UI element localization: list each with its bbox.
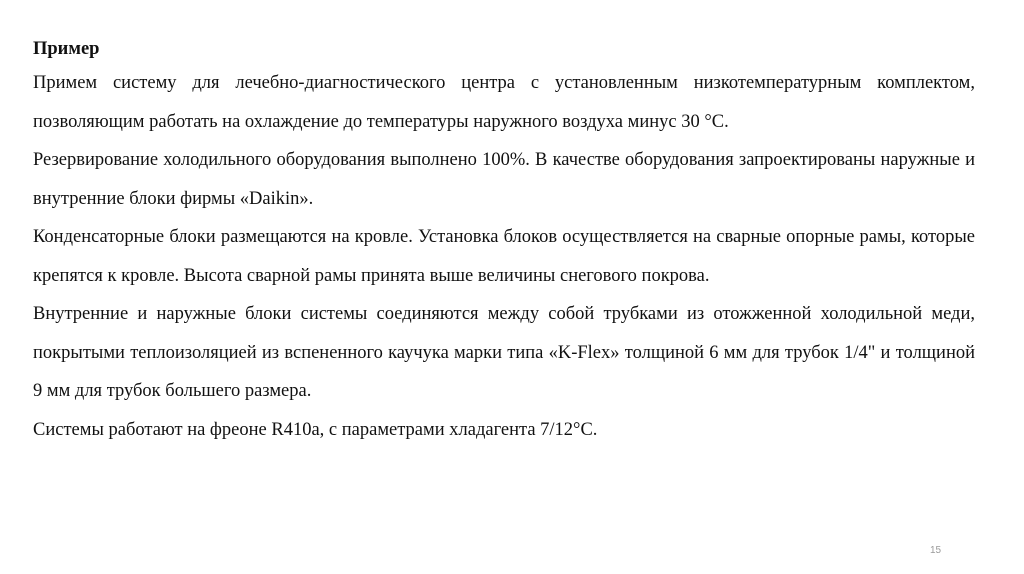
paragraph-3: Конденсаторные блоки размещаются на кровле. Установка блоков осуществляется на сварные опорные рамы, которые крепятся к кровле. Высота сварной рамы принята выше величины снегового покрова. xyxy=(33,227,975,286)
slide-heading: Пример xyxy=(33,39,100,59)
paragraph-4: Внутренние и наружные блоки системы соединяются между собой трубками из отожженной холодильной меди, покрытыми теплоизоляцией из вспененного каучука марки типа «K-Flex» толщиной 6 мм для трубок 1/4" и толщиной 9 мм для трубок большего размера. xyxy=(33,304,975,401)
paragraph-5: Системы работают на фреоне R410a, с параметрами хладагента 7/12°С. xyxy=(33,419,598,440)
paragraph-2: Резервирование холодильного оборудования выполнено 100%. В качестве оборудования запроектированы наружные и внутренние блоки фирмы «Daikin». xyxy=(33,150,975,209)
slide-content xyxy=(33,33,975,449)
paragraph-1: Примем систему для лечебно-диагностического центра с установленным низкотемпературным комплектом, позволяющим работать на охлаждение до температуры наружного воздуха минус 30 °С. xyxy=(33,73,975,132)
page-number: 15 xyxy=(930,545,942,556)
